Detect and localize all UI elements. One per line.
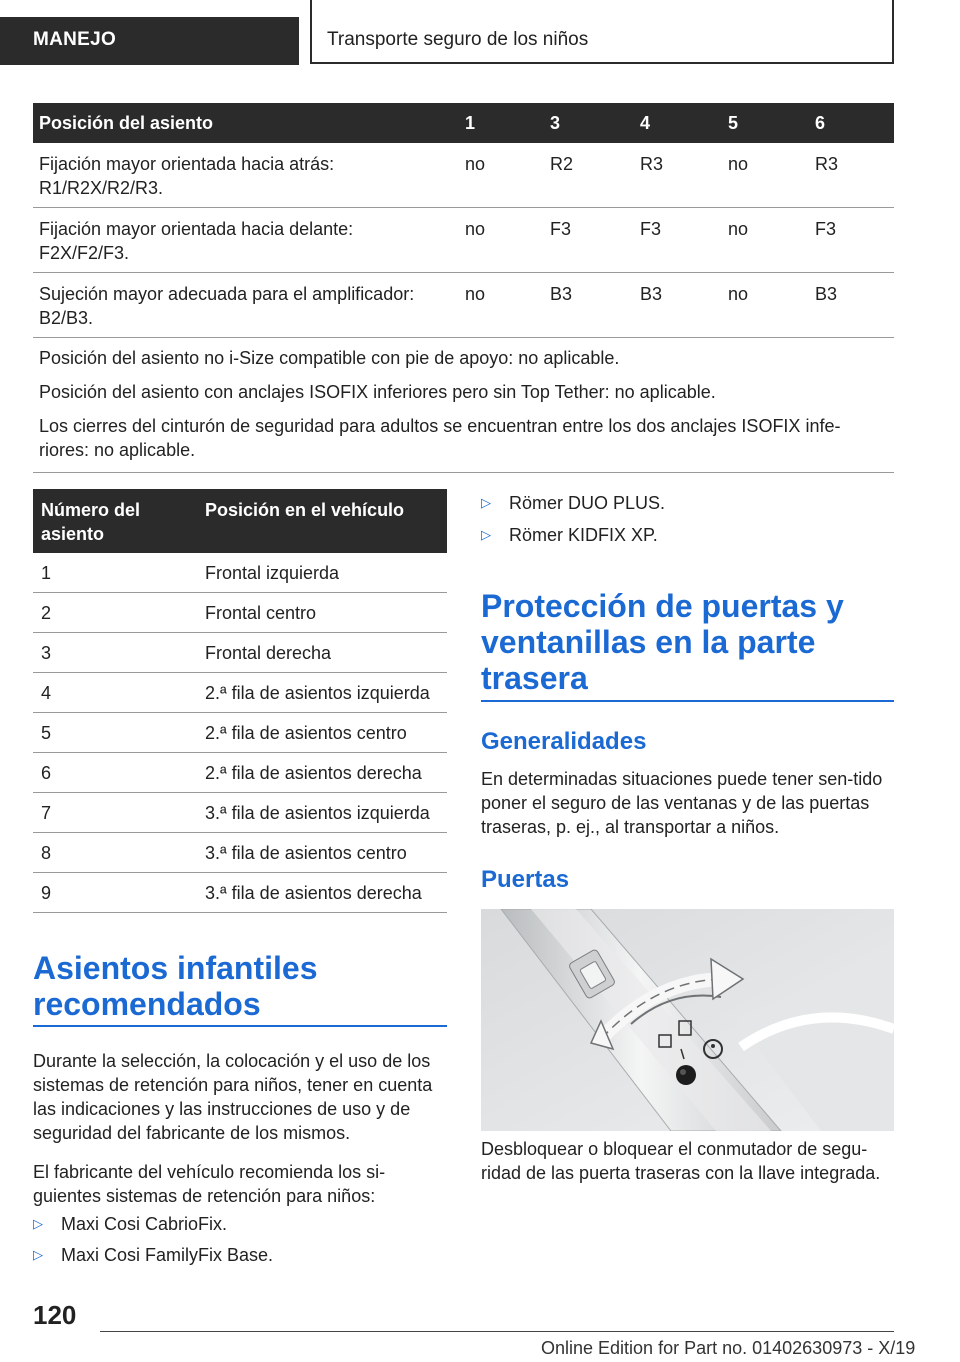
list-item: [33, 1214, 227, 1235]
compatibility-table: [33, 103, 894, 473]
seat-position: 2.ª fila de asientos derecha: [205, 763, 422, 783]
table-header: [33, 103, 894, 143]
doors-subheading: Puertas: [481, 866, 570, 893]
row-label: Sujeción mayor adecuada para el amplificador: B2/B3.: [39, 284, 415, 328]
list-item-text: Römer DUO PLUS.: [509, 493, 666, 513]
header-cell: Posición del asiento: [39, 113, 214, 133]
cell: F3: [550, 219, 572, 239]
seat-position: Frontal centro: [205, 603, 317, 623]
seat-number: 3: [41, 643, 52, 663]
general-subheading: Generalidades: [481, 728, 647, 755]
list-item: [481, 493, 665, 514]
table-row: [33, 273, 894, 338]
illustration-caption: Desbloquear o bloquear el conmutador de segu-ridad de las puerta traseras con la llave integrada.: [481, 1139, 881, 1183]
header-cell: 1: [465, 113, 476, 133]
cell: R3: [815, 154, 839, 174]
list-item-text: Maxi Cosi FamilyFix Base.: [61, 1245, 274, 1265]
cell: no: [465, 154, 486, 174]
note: Posición del asiento con anclajes ISOFIX inferiores pero sin Top Tether: no aplicable.: [39, 382, 716, 402]
header-cell: 5: [728, 113, 739, 133]
seat-position: 3.ª fila de asientos izquierda: [205, 803, 430, 823]
footer-rule: [100, 1331, 894, 1332]
triangle-bullet-icon: ▷: [481, 527, 491, 542]
table-row: [33, 833, 447, 873]
cell: no: [728, 284, 749, 304]
note: Los cierres del cinturón de seguridad para adultos se encuentran entre los dos anclajes ISOFIX infe-riores: no aplicable.: [39, 416, 841, 460]
table-row: [33, 593, 447, 633]
cell: R3: [640, 154, 664, 174]
cell: R2: [550, 154, 574, 174]
list-item: [33, 1245, 273, 1266]
page-number: 120: [33, 1300, 77, 1330]
seat-position-table: [33, 489, 447, 913]
note: Posición del asiento no i-Size compatible con pie de apoyo: no aplicable.: [39, 348, 620, 368]
cell: no: [465, 284, 486, 304]
table-row: [33, 633, 447, 673]
triangle-bullet-icon: ▷: [33, 1247, 43, 1262]
list-item-text: Maxi Cosi CabrioFix.: [61, 1214, 228, 1234]
chapter-header: [310, 0, 894, 64]
row-label: Fijación mayor orientada hacia atrás: R1/R2X/R2/R3.: [39, 154, 335, 198]
table-notes: [33, 338, 894, 473]
seat-position: Frontal derecha: [205, 643, 332, 663]
cell: B3: [815, 284, 838, 304]
table-row: [33, 873, 447, 913]
heading-rule: [481, 700, 894, 702]
recommended-paragraph: Durante la selección, la colocación y el uso de los sistemas de retención para niños, tener en cuenta las indicaciones y las instrucciones de uso y de seguridad del fabricante de los mismos.: [33, 1051, 433, 1143]
cell: no: [728, 219, 749, 239]
header-cell: 6: [815, 113, 826, 133]
cell: no: [465, 219, 486, 239]
protection-heading: Protección de puertas y ventanillas en la parte trasera: [481, 588, 844, 696]
footer-edition: Online Edition for Part no. 01402630973 - X/19: [541, 1338, 916, 1358]
row-label: Fijación mayor orientada hacia delante: F2X/F2/F3.: [39, 219, 354, 263]
table-row: [33, 208, 894, 273]
list-item: [481, 525, 658, 546]
table-row: [33, 553, 447, 593]
seat-number: 8: [41, 843, 52, 863]
header-cell: 3: [550, 113, 561, 133]
cell: F3: [640, 219, 662, 239]
heading-rule: [33, 1025, 447, 1027]
list-item-text: Römer KIDFIX XP.: [509, 525, 658, 545]
cell: B3: [640, 284, 663, 304]
seat-position: 3.ª fila de asientos centro: [205, 843, 407, 863]
section-label: MANEJO: [33, 29, 117, 50]
seat-number: 1: [41, 563, 52, 583]
table-header: [33, 489, 447, 553]
triangle-bullet-icon: ▷: [481, 495, 491, 510]
cell: B3: [550, 284, 573, 304]
triangle-bullet-icon: ▷: [33, 1216, 43, 1231]
seat-number: 5: [41, 723, 52, 743]
seat-number: 9: [41, 883, 52, 903]
chapter-title: Transporte seguro de los niños: [327, 29, 589, 50]
section-tab: [0, 17, 299, 65]
seat-position: 3.ª fila de asientos derecha: [205, 883, 422, 903]
header-cell: Número del asiento: [41, 500, 141, 544]
table-row: [33, 143, 894, 208]
seat-number: 2: [41, 603, 52, 623]
table-row: [33, 793, 447, 833]
seat-number: 4: [41, 683, 52, 703]
seat-position: 2.ª fila de asientos izquierda: [205, 683, 430, 703]
recommended-heading: Asientos infantiles recomendados: [33, 950, 318, 1022]
seat-number: 7: [41, 803, 52, 823]
general-paragraph: En determinadas situaciones puede tener sen-tido poner el seguro de las ventanas y de las puertas traseras, p. ej., al transportar a niños.: [481, 769, 883, 837]
table-row: [33, 673, 447, 713]
table-row: [33, 713, 447, 753]
seat-number: 6: [41, 763, 52, 783]
child-lock-illustration: [481, 909, 894, 1131]
table-row: [33, 753, 447, 793]
header-cell: 4: [640, 113, 651, 133]
cell: F3: [815, 219, 837, 239]
recommended-paragraph: El fabricante del vehículo recomienda los si-guientes sistemas de retención para niños:: [33, 1162, 386, 1206]
cell: no: [728, 154, 749, 174]
header-cell: Posición en el vehículo: [205, 500, 405, 520]
seat-position: Frontal izquierda: [205, 563, 340, 583]
seat-position: 2.ª fila de asientos centro: [205, 723, 407, 743]
